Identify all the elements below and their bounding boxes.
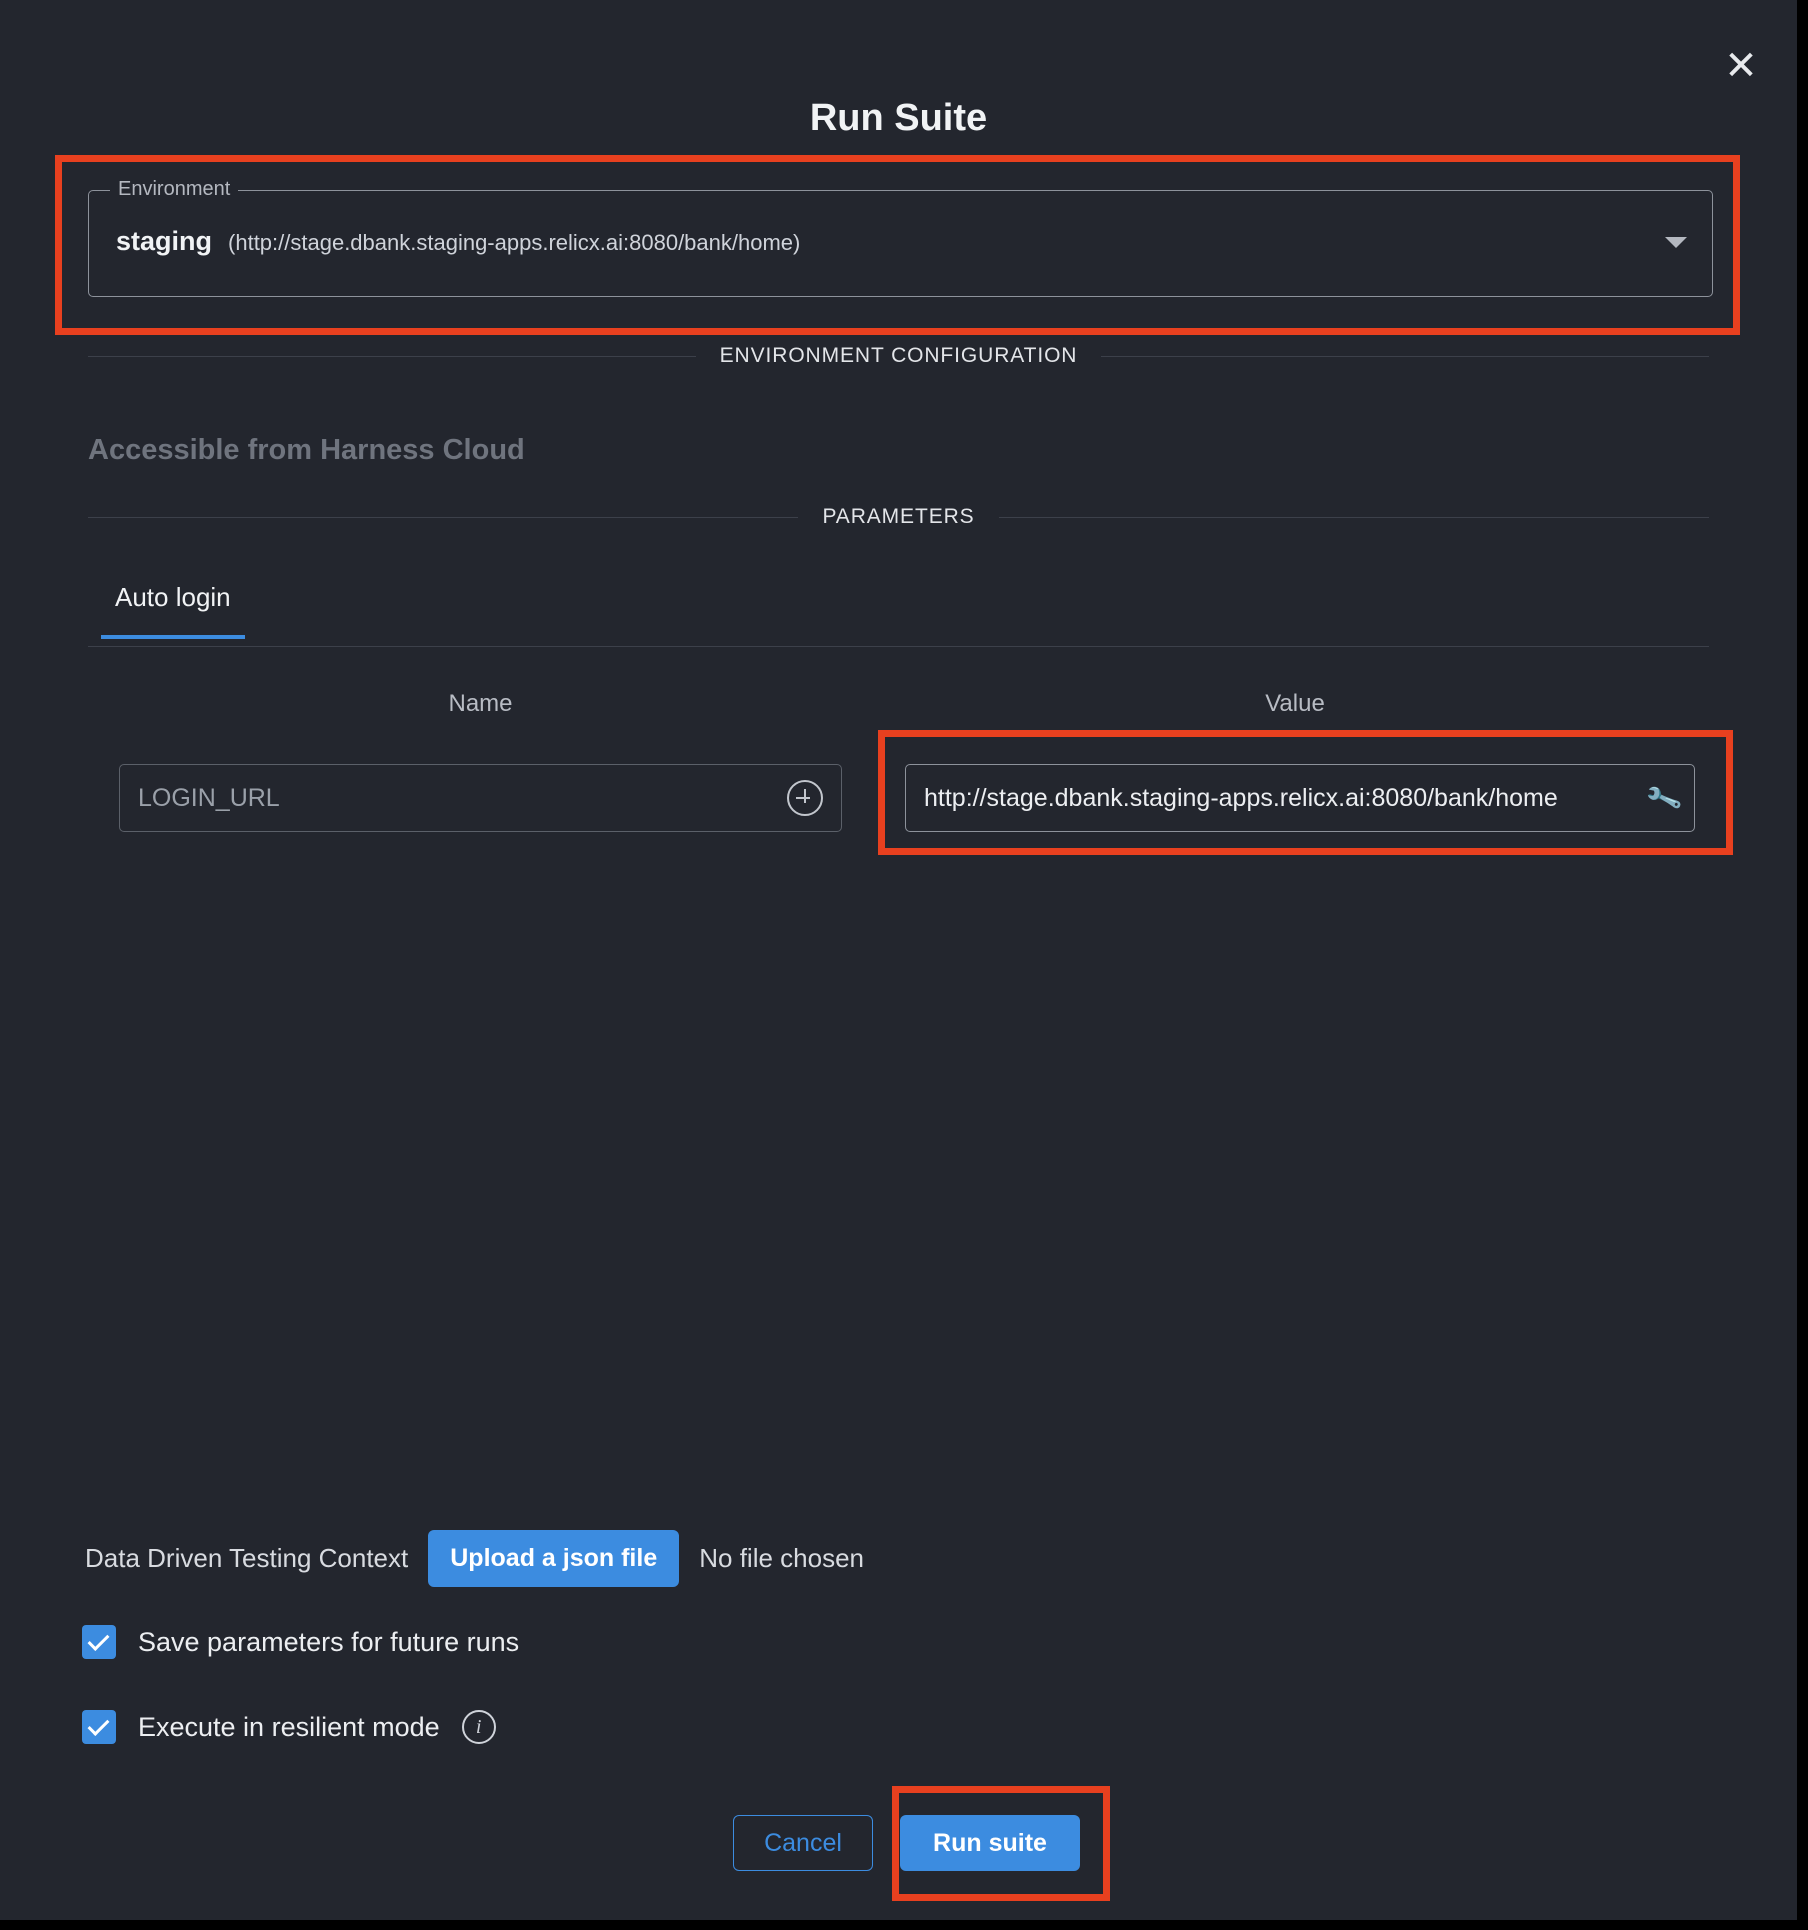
divider-line-left — [88, 356, 696, 357]
parameters-divider — [88, 505, 1709, 529]
parameter-name-placeholder: LOGIN_URL — [138, 783, 280, 812]
wrench-icon[interactable]: 🔧 — [1643, 777, 1684, 818]
divider-line-right — [1101, 356, 1709, 357]
divider-line-right — [999, 517, 1709, 518]
resilient-mode-label: Execute in resilient mode — [138, 1711, 440, 1742]
chevron-down-icon[interactable] — [1665, 237, 1687, 248]
page-title: Run Suite — [809, 97, 988, 139]
close-icon[interactable]: ✕ — [1713, 38, 1769, 94]
save-parameters-checkbox[interactable] — [82, 1625, 116, 1659]
column-header-value: Value — [1265, 690, 1325, 717]
parameters-tabs — [88, 574, 1709, 647]
divider-line-left — [88, 517, 798, 518]
parameter-name-input[interactable] — [119, 764, 842, 832]
environment-url: (http://stage.dbank.staging-apps.relicx.ai:8080/bank/home) — [228, 230, 801, 255]
data-driven-testing-label: Data Driven Testing Context — [85, 1543, 409, 1573]
file-status-text: No file chosen — [699, 1543, 864, 1573]
save-parameters-label: Save parameters for future runs — [138, 1626, 520, 1657]
accessible-from-text: Accessible from Harness Cloud — [88, 434, 525, 466]
environment-configuration-divider — [88, 344, 1709, 368]
environment-selected-value — [116, 226, 800, 257]
resilient-mode-checkbox[interactable] — [82, 1710, 116, 1744]
add-parameter-icon[interactable] — [787, 780, 823, 816]
column-header-name: Name — [448, 690, 513, 717]
upload-json-button[interactable]: Upload a json file — [428, 1530, 679, 1587]
tab-auto-login[interactable]: Auto login — [101, 574, 245, 639]
environment-configuration-label: ENVIRONMENT CONFIGURATION — [719, 344, 1078, 367]
parameter-value-input[interactable] — [905, 764, 1695, 832]
parameters-label: PARAMETERS — [822, 505, 975, 528]
environment-name: staging — [116, 226, 213, 256]
save-parameters-row[interactable] — [82, 1625, 519, 1659]
info-icon[interactable]: i — [462, 1710, 496, 1744]
cancel-button[interactable]: Cancel — [733, 1815, 873, 1871]
environment-label: Environment — [110, 178, 238, 201]
parameter-value-text: http://stage.dbank.staging-apps.relicx.ai:8080/bank/home — [924, 783, 1558, 812]
run-suite-button[interactable]: Run suite — [900, 1815, 1080, 1871]
resilient-mode-row[interactable] — [82, 1710, 496, 1744]
data-driven-testing-row — [85, 1530, 864, 1587]
